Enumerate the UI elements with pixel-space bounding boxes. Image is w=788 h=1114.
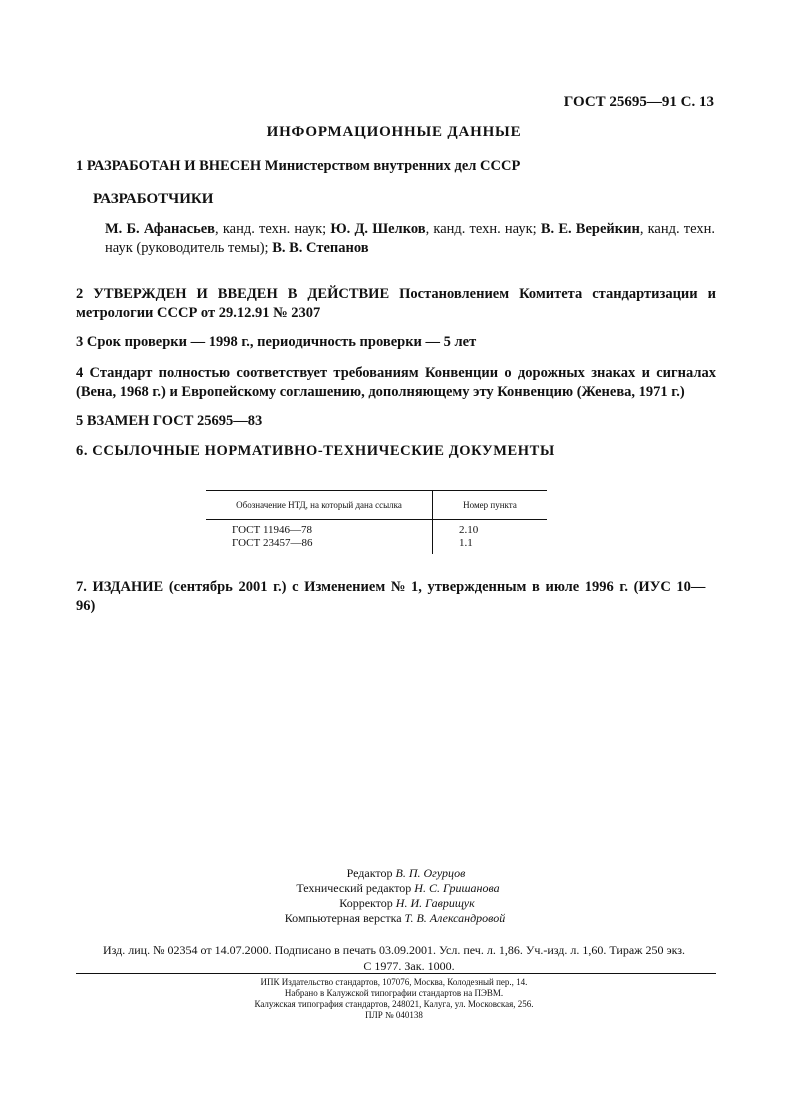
credit-role: Компьютерная верстка — [284, 911, 402, 925]
page-header: ГОСТ 25695—91 С. 13 — [563, 94, 714, 110]
section-1-heading: 1 РАЗРАБОТАН И ВНЕСЕН — [76, 158, 262, 174]
credit-role: Редактор — [346, 866, 393, 880]
developers-heading: РАЗРАБОТЧИКИ — [93, 191, 214, 207]
section-4: 4 Стандарт полностью соответствует требованиям Конвенции о дорожных знаках и сигналах (Вена, 1968 г.) и Европейскому соглашению, дополняющему эту Конвенцию (Женева, 1971 г.) — [76, 365, 716, 400]
credit-role: Технический редактор — [296, 881, 412, 895]
developer-name: В. В. Степанов — [272, 240, 369, 256]
publisher-line: ПЛР № 040138 — [365, 1010, 423, 1020]
page-title: ИНФОРМАЦИОННЫЕ ДАННЫЕ — [266, 124, 522, 140]
developers-list — [105, 220, 715, 258]
publisher-line: Калужская типография стандартов, 248021, Калуга, ул. Московская, 256. — [254, 999, 534, 1009]
developer-degree: , канд. техн. наук; — [215, 221, 331, 237]
imprint-line: Изд. лиц. № 02354 от 14.07.2000. Подписано в печать 03.09.2001. Усл. печ. л. 1,86. Уч.-изд. л. 1,60. Тираж 250 экз. — [102, 943, 686, 957]
table-cell-doc: ГОСТ 11946—78 — [206, 520, 433, 538]
section-7: 7. ИЗДАНИЕ (сентябрь 2001 г.) с Изменением № 1, утвержденным в июле 1996 г. (ИУС 10—96) — [76, 579, 706, 614]
table-cell-doc: ГОСТ 23457—86 — [206, 537, 433, 554]
table-cell-item: 2.10 — [459, 524, 479, 536]
credit-name: Н. И. Гаврищук — [395, 896, 475, 910]
table-row — [206, 537, 547, 554]
credit-role: Корректор — [339, 896, 393, 910]
credit-name: В. П. Огурцов — [395, 866, 466, 880]
developer-degree: , канд. техн. наук (руководитель темы); — [105, 221, 715, 256]
section-3: 3 Срок проверки — 1998 г., периодичность проверки — 5 лет — [76, 334, 477, 350]
section-6: 6. ССЫЛОЧНЫЕ НОРМАТИВНО-ТЕХНИЧЕСКИЕ ДОКУМЕНТЫ — [76, 443, 555, 459]
table-row — [206, 520, 547, 538]
divider — [76, 973, 716, 974]
table-header-doc: Обозначение НТД, на который дана ссылка — [206, 491, 433, 520]
developer-degree: , канд. техн. наук; — [425, 221, 541, 237]
developer-name: Ю. Д. Шелков — [330, 221, 426, 237]
developer-name: М. Б. Афанасьев — [105, 221, 216, 237]
credit-name: Н. С. Гришанова — [414, 881, 500, 895]
imprint-line: С 1977. Зак. 1000. — [363, 959, 455, 973]
reference-table — [206, 490, 547, 554]
credit-name: Т. В. Александровой — [404, 911, 506, 925]
table-header-item: Номер пункта — [463, 500, 517, 510]
section-2: 2 УТВЕРЖДЕН И ВВЕДЕН В ДЕЙСТВИЕ Постановлением Комитета стандартизации и метрологии СССР от 29.12.91 № 2307 — [76, 286, 716, 321]
table-cell-item: 1.1 — [459, 537, 473, 549]
publisher-block — [0, 977, 788, 1021]
section-1 — [76, 157, 716, 176]
section-5: 5 ВЗАМЕН ГОСТ 25695—83 — [76, 413, 263, 429]
publisher-line: Набрано в Калужской типографии стандартов на ПЭВМ. — [284, 988, 504, 998]
developer-name: В. Е. Верейкин — [540, 221, 640, 237]
publisher-line: ИПК Издательство стандартов, 107076, Москва, Колодезный пер., 14. — [260, 977, 528, 987]
imprint-block — [0, 942, 788, 974]
section-1-text: Министерством внутренних дел СССР — [261, 158, 521, 174]
credits-block — [0, 866, 788, 926]
